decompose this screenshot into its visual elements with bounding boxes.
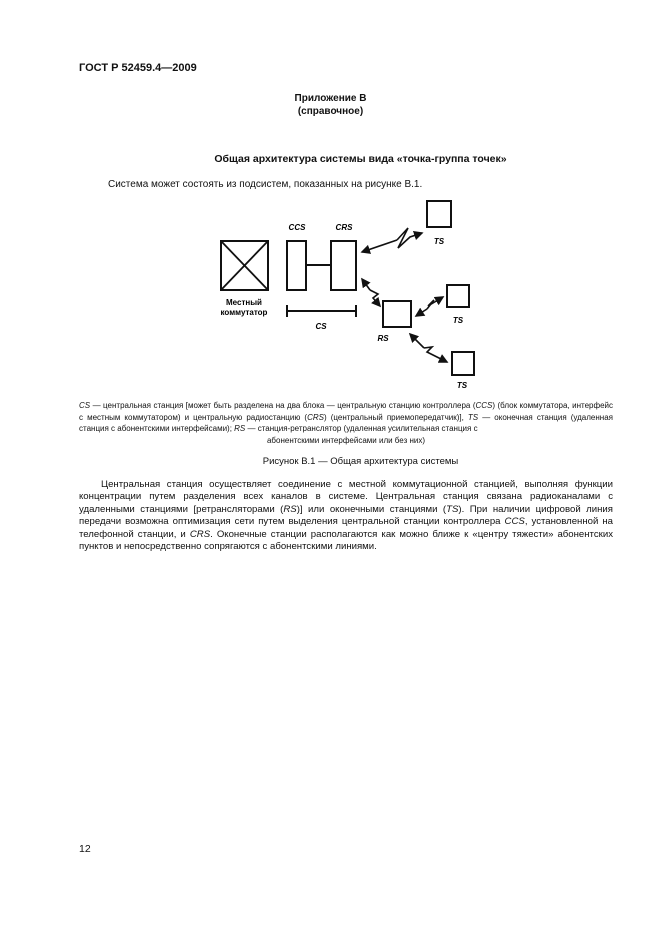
legend-text-5: — станция-ретранслятор (удаленная усилительная станция с — [245, 424, 478, 433]
ts-node-middle — [447, 285, 469, 307]
local-switch-node — [221, 241, 268, 290]
radio-link-rs-ts-bot-b — [424, 347, 447, 362]
appendix-note: (справочное) — [297, 106, 364, 117]
cs-label: CS — [315, 322, 327, 331]
cs-bracket — [287, 305, 356, 317]
legend-text-3: ) (центральный приемопередатчик)], — [323, 412, 468, 422]
rs-label: RS — [377, 334, 389, 343]
figure-legend — [79, 400, 613, 446]
legend-text-4: — оконечная станция (удаленная станция с абонентскими интерфейсами); — [79, 412, 613, 433]
intro-paragraph: Система может состоять из подсистем, показанных на рисунке В.1. — [108, 179, 423, 190]
legend-crs: CRS — [307, 412, 324, 422]
body-text-2: )] или оконечными станциями ( — [296, 503, 447, 515]
legend-rs: RS — [234, 424, 246, 433]
radio-link-rs-ts-bot-a — [410, 334, 424, 348]
legend-text-6: абонентскими интерфейсами или без них) — [266, 435, 426, 445]
ccs-block — [287, 241, 306, 290]
body-ts: TS — [446, 503, 459, 515]
body-text-3: ). При наличии цифровой линия передачи возможна оптимизация сети путем выделения центральной станции контроллера — [79, 503, 613, 528]
body-text-4: , установленной на телефонной станции, и — [79, 516, 613, 540]
crs-label: CRS — [335, 223, 353, 232]
switch-label-line1: Местный — [226, 298, 262, 307]
page-number: 12 — [79, 843, 91, 855]
legend-cs: CS — [79, 401, 91, 410]
ts-label-middle: TS — [452, 316, 464, 325]
ts-label-bottom: TS — [456, 381, 468, 390]
ts-label-top: TS — [433, 237, 445, 246]
body-ccs: CCS — [504, 516, 525, 528]
radio-link-crs-ts-a — [362, 240, 397, 252]
legend-text-1: — центральная станция [может быть разделена на два блока — центральную станцию контроллера ( — [90, 401, 476, 410]
legend-text-2: ) (блок коммутатора, интерфейс с местным коммутатором) и центральную радиостанцию ( — [79, 401, 613, 422]
legend-ts: TS — [467, 412, 479, 422]
radio-link-crs-rs-a — [362, 279, 370, 290]
radio-link-rs-ts-mid-b — [427, 297, 443, 309]
figure-caption: Рисунок В.1 — Общая архитектура системы — [262, 456, 459, 467]
ccs-label: CCS — [288, 223, 306, 232]
radio-link-crs-ts-b — [397, 228, 422, 248]
section-title: Общая архитектура системы вида «точка-группа точек» — [214, 153, 507, 165]
body-paragraph — [79, 479, 613, 553]
legend-ccs: CCS — [475, 401, 493, 410]
body-crs: CRS — [189, 528, 211, 540]
standard-header: ГОСТ Р 52459.4—2009 — [79, 62, 197, 74]
body-text-1: Центральная станция осуществляет соединение с местной коммутационной станцией, выполняя функции концентрации путем разделения всех каналов в системе. Центральная станция связана радиоканалами с удаленными станциями [ретрансляторами ( — [79, 479, 613, 515]
ts-node-top — [427, 201, 451, 227]
architecture-diagram — [0, 0, 661, 400]
radio-link-crs-rs-b — [370, 290, 380, 306]
switch-label-line2: коммутатор — [220, 308, 268, 317]
body-text-5: . Оконечные станции располагаются как можно ближе к «центру тяжести» абонентских пунктов и непосредственно сопрягаются с абонентскими линиями. — [79, 528, 613, 553]
body-rs: RS — [283, 503, 297, 515]
radio-link-rs-ts-mid-a — [416, 309, 427, 316]
appendix-title: Приложение В — [294, 93, 367, 104]
rs-node — [383, 301, 411, 327]
crs-block — [331, 241, 356, 290]
ts-node-bottom — [452, 352, 474, 375]
